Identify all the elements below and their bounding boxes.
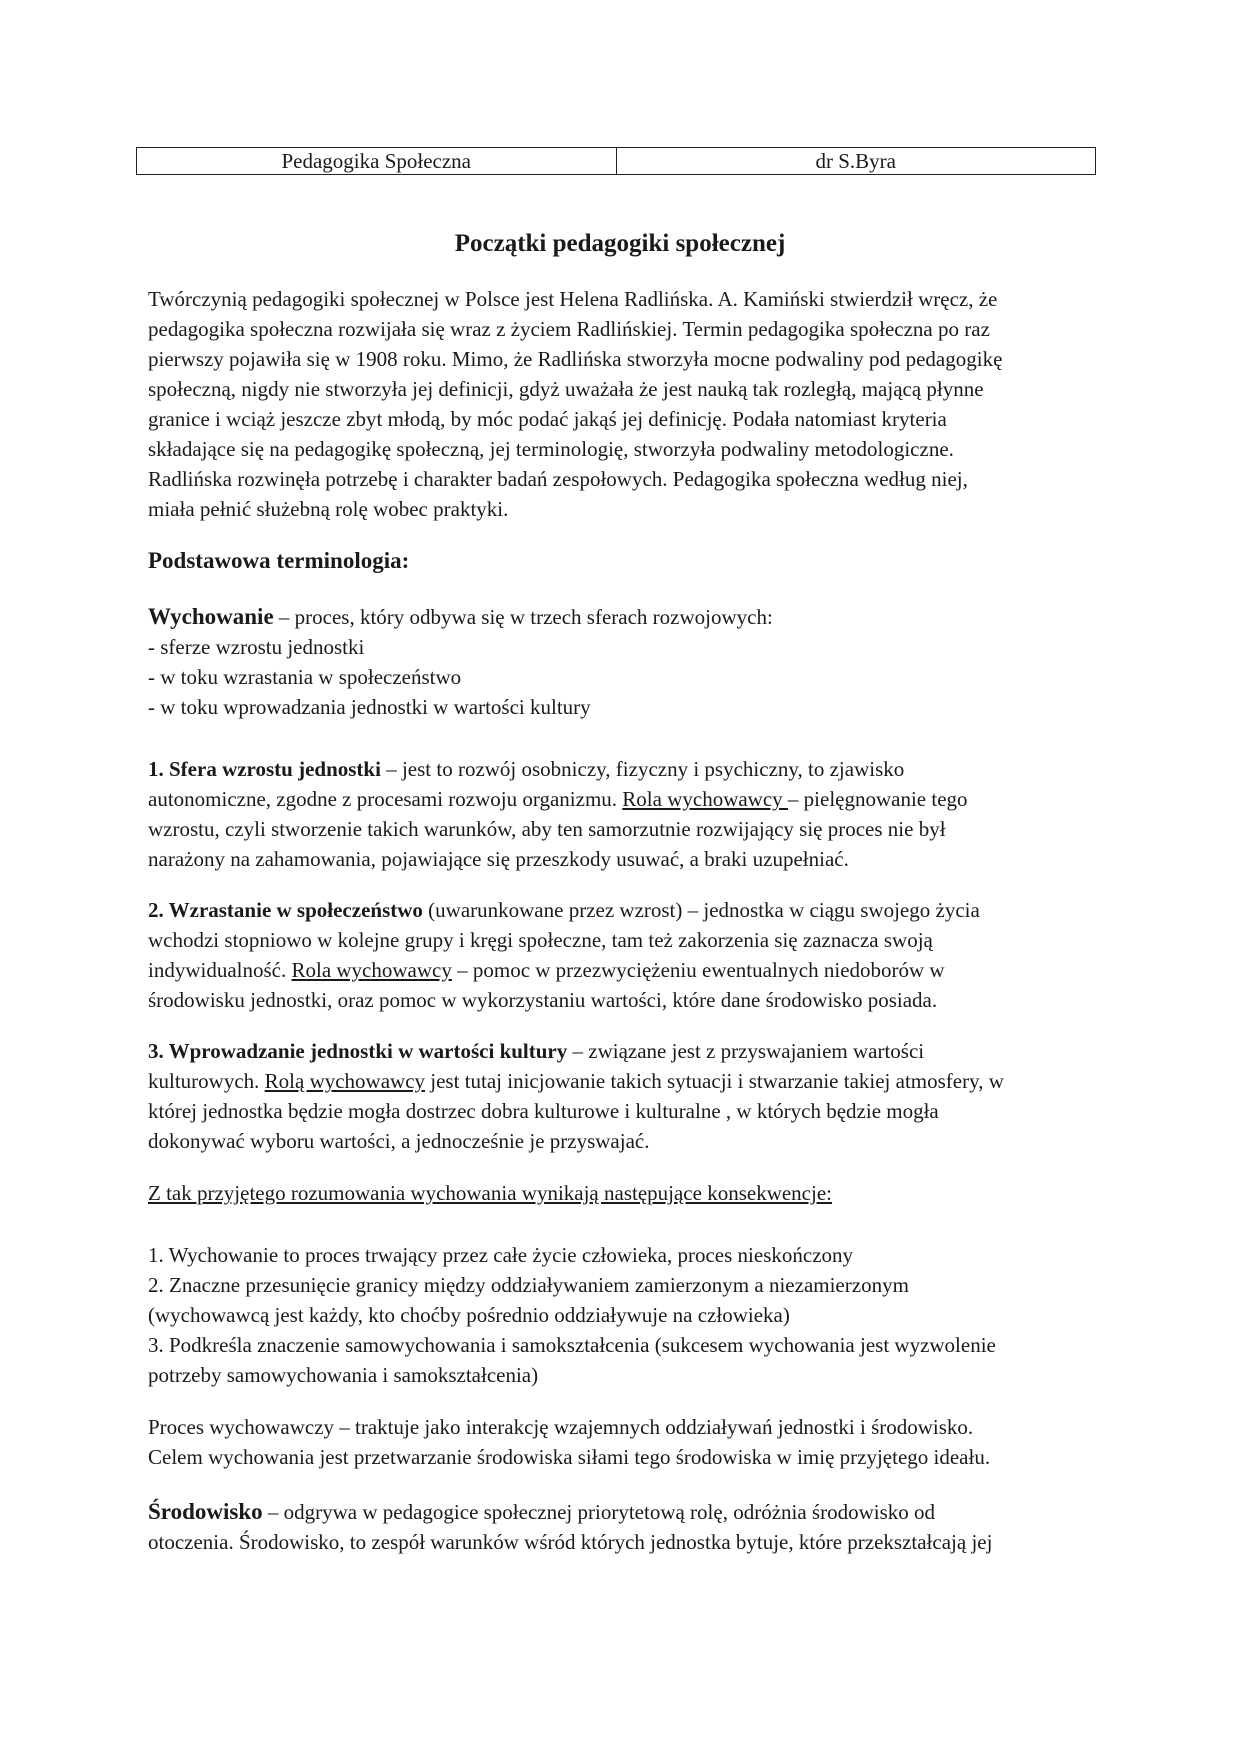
consequences-heading: Z tak przyjętego rozumowania wychowania wynikają następujące konsekwencje:: [148, 1181, 832, 1205]
document-title: Początki pedagogiki społecznej: [454, 230, 786, 257]
intro-line: miała pełnić służebną rolę wobec praktyki.: [148, 497, 509, 521]
consequence-line: potrzeby samowychowania i samokształcenia): [148, 1363, 539, 1387]
intro-line: pierwszy pojawiła się w 1908 roku. Mimo, że Radlińska stworzyła mocne podwaliny pod pedagogikę: [148, 347, 1003, 371]
sphere-3-text: kulturowych.: [148, 1069, 265, 1093]
wychowanie-item: - w toku wprowadzania jednostki w wartości kultury: [148, 695, 591, 719]
consequences-list: [148, 1240, 1088, 1390]
sphere-2-heading: 2. Wzrastanie w społeczeństwo: [148, 898, 423, 922]
wychowanie-item: - w toku wzrastania w społeczeństwo: [148, 665, 462, 689]
sphere-2-paragraph: [148, 895, 1088, 1015]
srodowisko-paragraph: [148, 1497, 1088, 1557]
sphere-1-text: – jest to rozwój osobniczy, fizyczny i psychiczny, to zjawisko: [380, 757, 905, 781]
process-line: Proces wychowawczy – traktuje jako interakcję wzajemnych oddziaływań jednostki i środowisko.: [148, 1415, 974, 1439]
wychowanie-term: Wychowanie: [148, 604, 274, 629]
sphere-2-text: indywidualność.: [148, 958, 292, 982]
process-paragraph: [148, 1412, 1088, 1472]
wychowanie-item: - sferze wzrostu jednostki: [148, 635, 365, 659]
header-table: [136, 147, 1096, 175]
intro-line: składające się na pedagogikę społeczną, jej terminologię, stworzyła podwaliny metodologiczne.: [148, 437, 954, 461]
role-label: Rolą wychowawcy: [264, 1069, 426, 1093]
sphere-2-text: – pomoc w przezwyciężeniu ewentualnych niedoborów w: [451, 958, 945, 982]
sphere-1-paragraph: [148, 754, 1088, 874]
consequence-line: 1. Wychowanie to proces trwający przez całe życie człowieka, proces nieskończony: [148, 1243, 854, 1267]
sphere-3-text: której jednostka będzie mogła dostrzec dobra kulturowe i kulturalne , w których będzie mogła: [148, 1099, 939, 1123]
course-name-cell: Pedagogika Społeczna: [137, 148, 617, 175]
sphere-1-text: – pielęgnowanie tego: [787, 787, 968, 811]
srodowisko-term: Środowisko: [148, 1499, 263, 1524]
terminology-heading: Podstawowa terminologia:: [148, 548, 410, 573]
intro-line: pedagogika społeczna rozwijała się wraz z życiem Radlińskiej. Termin pedagogika społeczna po raz: [148, 317, 990, 341]
sphere-3-text: jest tutaj inicjowanie takich sytuacji i stwarzanie takiej atmosfery, w: [425, 1069, 1004, 1093]
intro-paragraph: [148, 284, 1088, 524]
sphere-1-text: narażony na zahamowania, pojawiające się przeszkody usuwać, a braki uzupełniać.: [148, 847, 849, 871]
consequence-line: 3. Podkreśla znaczenie samowychowania i samokształcenia (sukcesem wychowania jest wyzwolenie: [148, 1333, 996, 1357]
srodowisko-text: – odgrywa w pedagogice społecznej priorytetową rolę, odróżnia środowisko od: [262, 1500, 936, 1524]
process-line: Celem wychowania jest przetwarzanie środowiska siłami tego środowiska w imię przyjętego ideału.: [148, 1445, 991, 1469]
consequence-line: (wychowawcą jest każdy, kto choćby pośrednio oddziaływuje na człowieka): [148, 1303, 790, 1327]
wychowanie-definition: – proces, który odbywa się w trzech sferach rozwojowych:: [273, 605, 773, 629]
sphere-3-heading: 3. Wprowadzanie jednostki w wartości kultury: [148, 1039, 568, 1063]
sphere-3-text: – związane jest z przyswajaniem wartości: [567, 1039, 925, 1063]
sphere-2-text: środowisku jednostki, oraz pomoc w wykorzystaniu wartości, które dane środowisko posiada.: [148, 988, 938, 1012]
intro-line: Twórczynią pedagogiki społecznej w Polsce jest Helena Radlińska. A. Kamiński stwierdził wręcz, że: [148, 287, 998, 311]
lecturer-cell: dr S.Byra: [616, 148, 1096, 175]
intro-line: granice i wciąż jeszcze zbyt młodą, by móc podać jakąś jej definicję. Podała natomiast kryteria: [148, 407, 947, 431]
role-label: Rola wychowawcy: [291, 958, 452, 982]
sphere-3-text: dokonywać wyboru wartości, a jednocześnie je przyswajać.: [148, 1129, 650, 1153]
srodowisko-text: otoczenia. Środowisko, to zespół warunków wśród których jednostka bytuje, które przekształcają jej: [148, 1530, 993, 1554]
role-label: Rola wychowawcy: [622, 787, 788, 811]
consequence-line: 2. Znaczne przesunięcie granicy między oddziaływaniem zamierzonym a niezamierzonym: [148, 1273, 909, 1297]
sphere-1-text: wzrostu, czyli stworzenie takich warunków, aby ten samorzutnie rozwijający się proces nie był: [148, 817, 946, 841]
sphere-2-text: wchodzi stopniowo w kolejne grupy i kręgi społeczne, tam też zakorzenia się zaznacza swoją: [148, 928, 933, 952]
wychowanie-section: [148, 602, 1088, 722]
sphere-1-heading: 1. Sfera wzrostu jednostki: [148, 757, 381, 781]
intro-line: społeczną, nigdy nie stworzyła jej definicji, gdyż uważała że jest nauką tak rozległą, mającą płynne: [148, 377, 984, 401]
sphere-2-text: (uwarunkowane przez wzrost) – jednostka w ciągu swojego życia: [422, 898, 980, 922]
sphere-1-text: autonomiczne, zgodne z procesami rozwoju organizmu.: [148, 787, 623, 811]
sphere-3-paragraph: [148, 1036, 1088, 1156]
intro-line: Radlińska rozwinęła potrzebę i charakter badań zespołowych. Pedagogika społeczna według niej,: [148, 467, 968, 491]
